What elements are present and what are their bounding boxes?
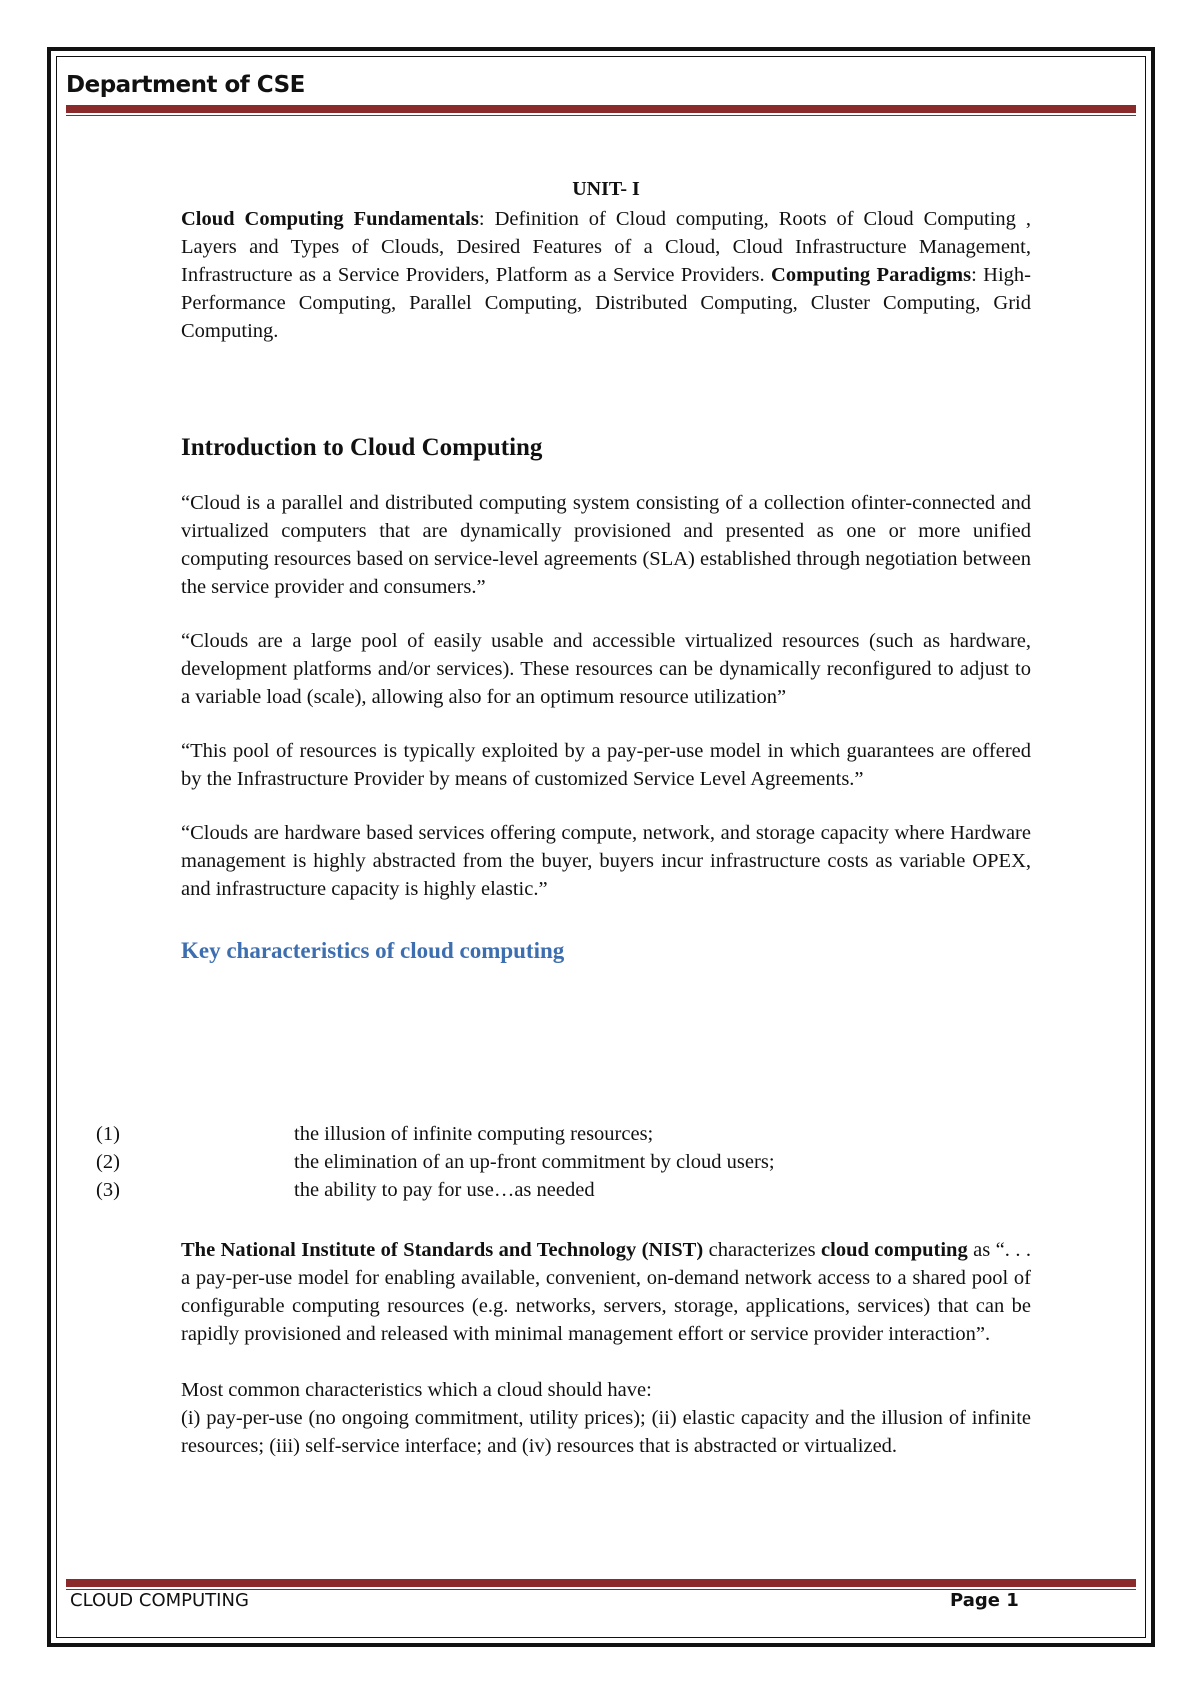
list-item [96,1148,996,1176]
nist-paragraph [181,1236,1031,1348]
main-content [181,175,1031,1009]
list-item [96,1176,996,1204]
list-item-text: the illusion of infinite computing resources; [294,1123,654,1145]
list-item-number: (3) [96,1179,120,1201]
header-rule [66,105,1136,113]
intro-heading: Introduction to Cloud Computing [181,434,543,461]
header-department: Department of CSE [66,72,305,98]
list-item-text: the elimination of an up-front commitment by cloud users; [294,1151,775,1173]
lower-content [181,1236,1031,1460]
nist-label: The National Institute of Standards and Technology (NIST) [181,1239,704,1261]
fundamentals-text: : Definition of Cloud computing, Roots of Cloud Computing , Layers and Types of Clouds, Desired Features of a Cloud, Cloud Infrastructure Management, Infrastructure as a Service Providers, Platform as a Service Providers. [181,208,1031,286]
common-intro: Most common characteristics which a cloud should have: [181,1379,652,1401]
nist-text: as “. . . a pay-per-use model for enabling available, convenient, on-demand network access to a shared pool of configurable computing resources (e.g. networks, servers, storage, applications, services) that can be rapidly provisioned and released with minimal management effort or service provider interaction”. [181,1239,1032,1345]
key-characteristics-heading: Key characteristics of cloud computing [181,938,565,963]
key-characteristics-list [96,1120,996,1204]
unit-title: UNIT- I [572,178,640,200]
list-item-number: (2) [96,1151,120,1173]
quote-4: “Clouds are hardware based services offering compute, network, and storage capacity where Hardware management is highly abstracted from the buyer, buyers incur infrastructure costs as variable OPEX, and infrastructure capacity is highly elastic.” [181,822,1031,900]
footer-rule [66,1579,1136,1587]
common-text: (i) pay-per-use (no ongoing commitment, utility prices); (ii) elastic capacity and the illusion of infinite resources; (iii) self-service interface; and (iv) resources that is abstracted or virtualized. [181,1407,1031,1457]
fundamentals-label: Cloud Computing Fundamentals [181,208,479,230]
nist-term: cloud computing [821,1239,968,1261]
paradigms-text: : High-Performance Computing, Parallel Computing, Distributed Computing, Cluster Computing, Grid Computing. [181,264,1032,342]
paradigms-label: Computing Paradigms [771,264,972,286]
footer-course: CLOUD COMPUTING [70,1590,249,1611]
list-item [96,1120,996,1148]
list-item-text: the ability to pay for use…as needed [294,1179,595,1201]
quote-1: “Cloud is a parallel and distributed computing system consisting of a collection ofinter-connected and virtualized computers that are dynamically provisioned and presented as one or more unified computing resources based on service-level agreements (SLA) established through negotiation between the service provider and consumers.” [181,492,1031,598]
syllabus-paragraph [181,205,1031,345]
list-item-number: (1) [96,1123,120,1145]
quote-3: “This pool of resources is typically exploited by a pay-per-use model in which guarantees are offered by the Infrastructure Provider by means of customized Service Level Agreements.” [181,740,1031,790]
nist-mid: characterizes [703,1239,822,1261]
footer-page-number: Page 1 [950,1590,1019,1611]
quote-2: “Clouds are a large pool of easily usable and accessible virtualized resources (such as hardware, development platforms and/or services). These resources can be dynamically reconfigured to adjust to a variable load (scale), allowing also for an optimum resource utilization” [181,630,1031,708]
